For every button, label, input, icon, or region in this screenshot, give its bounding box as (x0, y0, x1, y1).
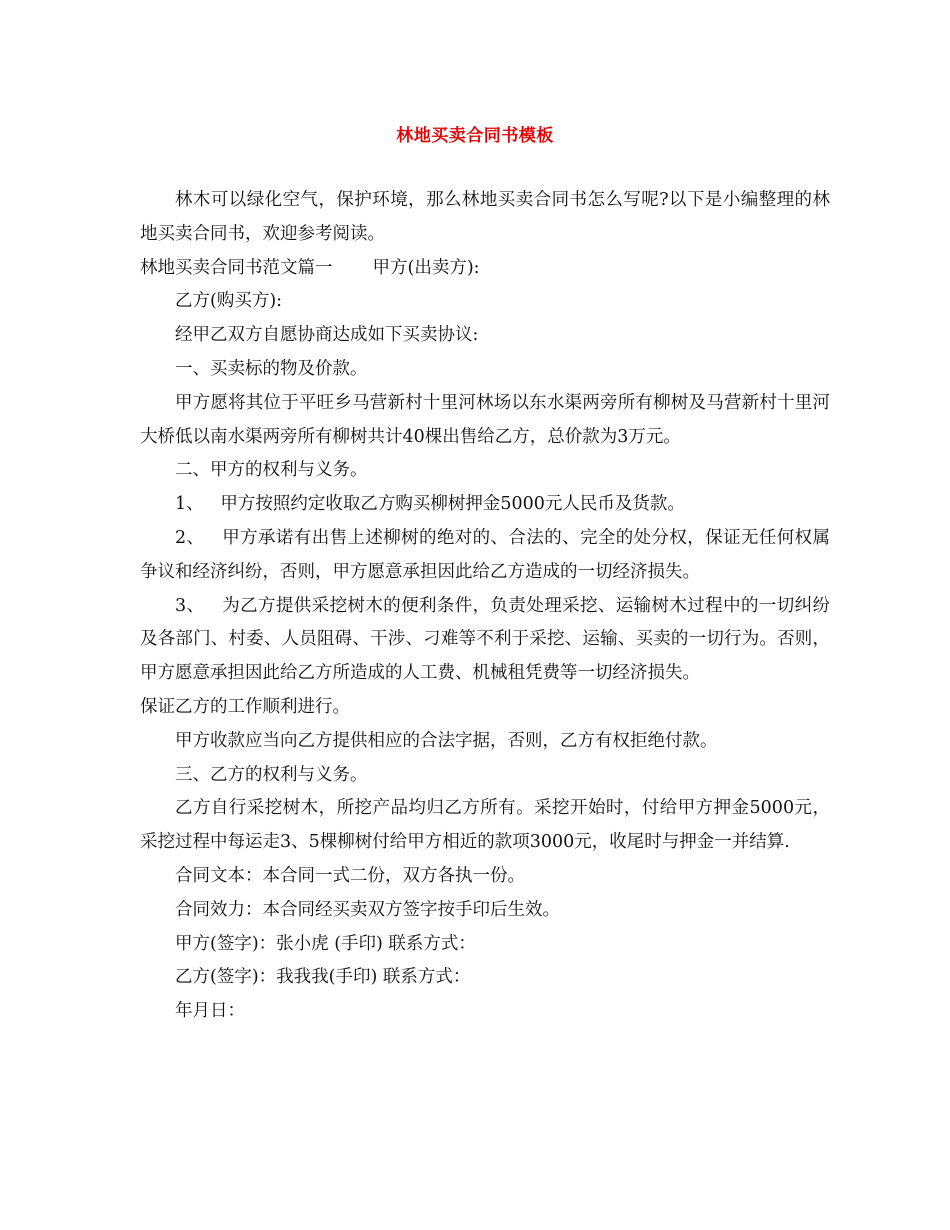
signature-party-b: 乙方(签字)：我我我(手印) 联系方式： (175, 967, 471, 988)
item-number: 3、 (175, 595, 205, 616)
item-number: 2、 (175, 527, 205, 548)
sample-heading-line (140, 252, 830, 286)
intro-paragraph: 林木可以绿化空气，保护环境，那么林地买卖合同书怎么写呢?以下是小编整理的林地买卖合同书，欢迎参考阅读。 (140, 190, 830, 244)
document-title: 林地买卖合同书模板 (396, 126, 554, 146)
section-2-item-1 (140, 488, 830, 522)
party-b-label: 乙方(购买方): (175, 291, 283, 312)
section-2-item-3-continued: 保证乙方的工作顺利进行。 (140, 696, 350, 717)
item-text: 甲方承诺有出售上述柳树的绝对的、合法的、完全的处分权，保证无任何权属争议和经济纠纷，否则，甲方愿意承担因此给乙方造成的一切经济损失。 (140, 527, 830, 582)
signature-party-a: 甲方(签字)：张小虎 (手印) 联系方式： (175, 933, 476, 954)
item-text: 为乙方提供采挖树木的便利条件，负责处理采挖、运输树木过程中的一切纠纷及各部门、村委、人员阻碍、干涉、刁难等不利于采挖、运输、买卖的一切行为。否则，甲方愿意承担因此给乙方所造成的人工费、机械租凭费等一切经济损失。 (140, 595, 830, 684)
party-a-label: 甲方(出卖方): (372, 257, 480, 278)
section-1-title: 一、买卖标的物及价款。 (175, 358, 368, 379)
section-2-title: 二、甲方的权利与义务。 (175, 460, 368, 481)
date-line: 年月日： (175, 1001, 245, 1022)
contract-copies: 合同文本：本合同一式二份，双方各执一份。 (175, 865, 525, 886)
section-2-item-3 (140, 590, 830, 691)
sample-heading: 林地买卖合同书范文篇一 (140, 257, 333, 278)
document-body (140, 184, 830, 1029)
contract-effect: 合同效力：本合同经买卖双方签字按手印后生效。 (175, 899, 560, 920)
section-3-title: 三、乙方的权利与义务。 (175, 764, 368, 785)
section-2-item-2 (140, 522, 830, 590)
item-number: 1、 (175, 494, 204, 515)
agreement-line: 经甲乙双方自愿协商达成如下买卖协议: (175, 325, 479, 346)
item-text: 甲方按照约定收取乙方购买柳树押金5000元人民币及货款。 (220, 494, 685, 515)
section-1-text: 甲方愿将其位于平旺乡马营新村十里河林场以东水渠两旁所有柳树及马营新村十里河大桥低以南水渠两旁所有柳树共计40棵出售给乙方，总价款为3万元。 (140, 392, 830, 447)
section-3-text: 乙方自行采挖树木，所挖产品均归乙方所有。采挖开始时，付给甲方押金5000元，采挖过程中每运走3、5棵柳树付给甲方相近的款项3000元，收尾时与押金一并结算. (140, 798, 830, 853)
section-2-payment: 甲方收款应当向乙方提供相应的合法字据，否则，乙方有权拒绝付款。 (175, 730, 718, 751)
